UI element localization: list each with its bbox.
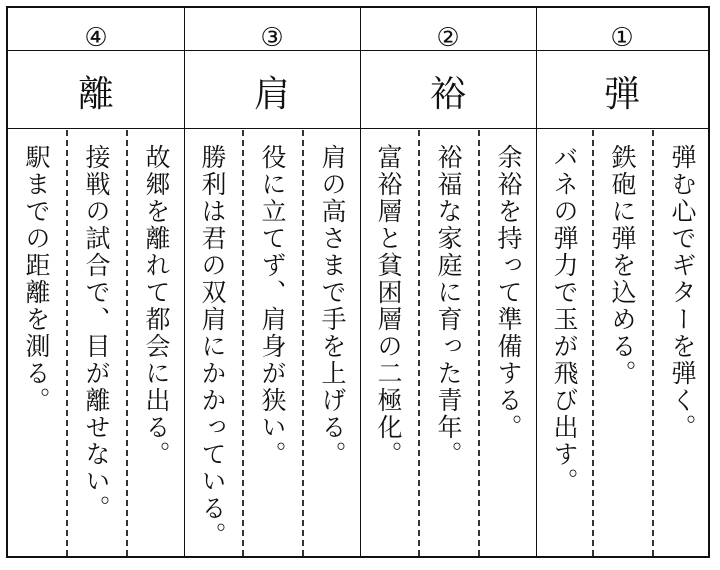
- dashed-divider: [478, 130, 480, 556]
- dashed-divider: [242, 130, 244, 556]
- column-kanji: 裕: [429, 74, 466, 115]
- column-number: ③: [260, 23, 284, 53]
- example-sentence: 余裕を持って準備する。: [494, 144, 523, 441]
- example-sentence: 裕福な家庭に育った青年。: [434, 144, 463, 468]
- column-number: ①: [610, 23, 634, 53]
- column-3: [184, 8, 360, 556]
- example-sentence: バネの弾力で玉が飛び出す。: [550, 144, 579, 495]
- column-kanji: 弾: [603, 74, 640, 115]
- example-sentence: 接戦の試合で、目が離せない。: [82, 144, 111, 522]
- dashed-divider: [302, 130, 304, 556]
- example-sentence: 故郷を離れて都会に出る。: [142, 144, 171, 468]
- example-sentence: 弾む心でギターを弾く。: [668, 144, 697, 441]
- dashed-divider: [418, 130, 420, 556]
- column-4: [8, 8, 184, 556]
- dashed-divider: [592, 130, 594, 556]
- example-sentence: 役に立てず、肩身が狭い。: [258, 144, 287, 468]
- column-number: ④: [84, 23, 108, 53]
- example-sentence: 駅までの距離を測る。: [22, 144, 51, 414]
- dashed-divider: [652, 130, 654, 556]
- column-kanji: 肩: [253, 74, 290, 115]
- kanji-worksheet: [6, 6, 710, 558]
- column-2: [360, 8, 536, 556]
- example-sentence: 勝利は君の双肩にかかっている。: [198, 144, 227, 549]
- example-sentence: 肩の高さまで手を上げる。: [318, 144, 347, 468]
- column-1: [536, 8, 708, 556]
- example-sentence: 富裕層と貧困層の二極化。: [374, 144, 403, 468]
- example-sentence: 鉄砲に弾を込める。: [608, 144, 637, 387]
- column-number: ②: [436, 23, 460, 53]
- dashed-divider: [126, 130, 128, 556]
- column-kanji: 離: [77, 74, 114, 115]
- dashed-divider: [66, 130, 68, 556]
